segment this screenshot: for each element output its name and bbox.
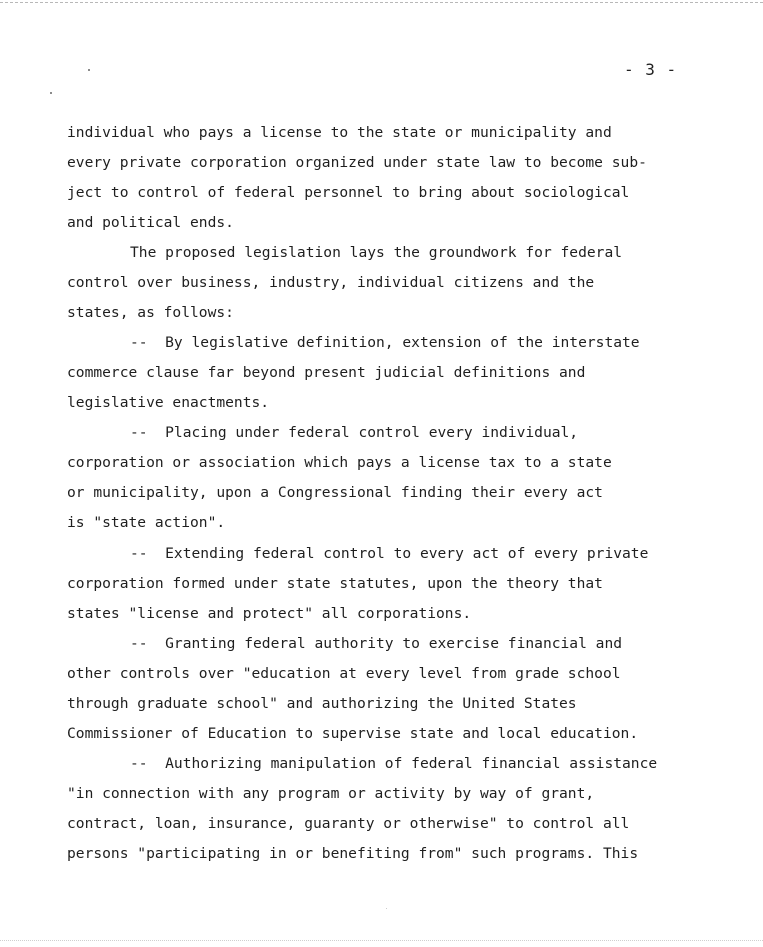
page-number: - 3 - [624,60,678,79]
list-item-line: -- Placing under federal control every individual, [130,424,579,441]
text-line: states, as follows: [67,304,234,321]
text-line: persons "participating in or benefiting from" such programs. This [67,845,639,862]
paragraph-start-line: The proposed legislation lays the groundwork for federal [130,244,623,261]
list-item-line: -- Extending federal control to every act of every private [130,545,649,562]
list-item-line: -- Authorizing manipulation of federal financial assistance [130,755,658,772]
text-line: states "license and protect" all corporations. [67,605,472,622]
text-line: Commissioner of Education to supervise state and local education. [67,725,639,742]
text-line: legislative enactments. [67,394,270,411]
text-line: control over business, industry, individual citizens and the [67,274,595,291]
list-item-line: -- By legislative definition, extension of the interstate [130,334,640,351]
scan-speck [386,908,387,909]
text-line: through graduate school" and authorizing the United States [67,695,577,712]
text-line: or municipality, upon a Congressional finding their every act [67,484,603,501]
text-line: "in connection with any program or activity by way of grant, [67,785,595,802]
text-line: other controls over "education at every level from grade school [67,665,621,682]
top-edge-rule [0,2,763,3]
bottom-edge-rule [0,940,763,941]
scan-speck [50,92,52,94]
text-line: is "state action". [67,514,226,531]
text-line: ject to control of federal personnel to bring about sociological [67,184,630,201]
text-line: individual who pays a license to the state or municipality and [67,124,612,141]
text-line: contract, loan, insurance, guaranty or otherwise" to control all [67,815,630,832]
text-line: and political ends. [67,214,234,231]
text-line: commerce clause far beyond present judicial definitions and [67,364,586,381]
text-line: every private corporation organized under state law to become sub- [67,154,647,171]
text-line: corporation formed under state statutes, upon the theory that [67,575,603,592]
list-item-line: -- Granting federal authority to exercise financial and [130,635,623,652]
scan-speck [88,69,90,71]
text-line: corporation or association which pays a license tax to a state [67,454,612,471]
